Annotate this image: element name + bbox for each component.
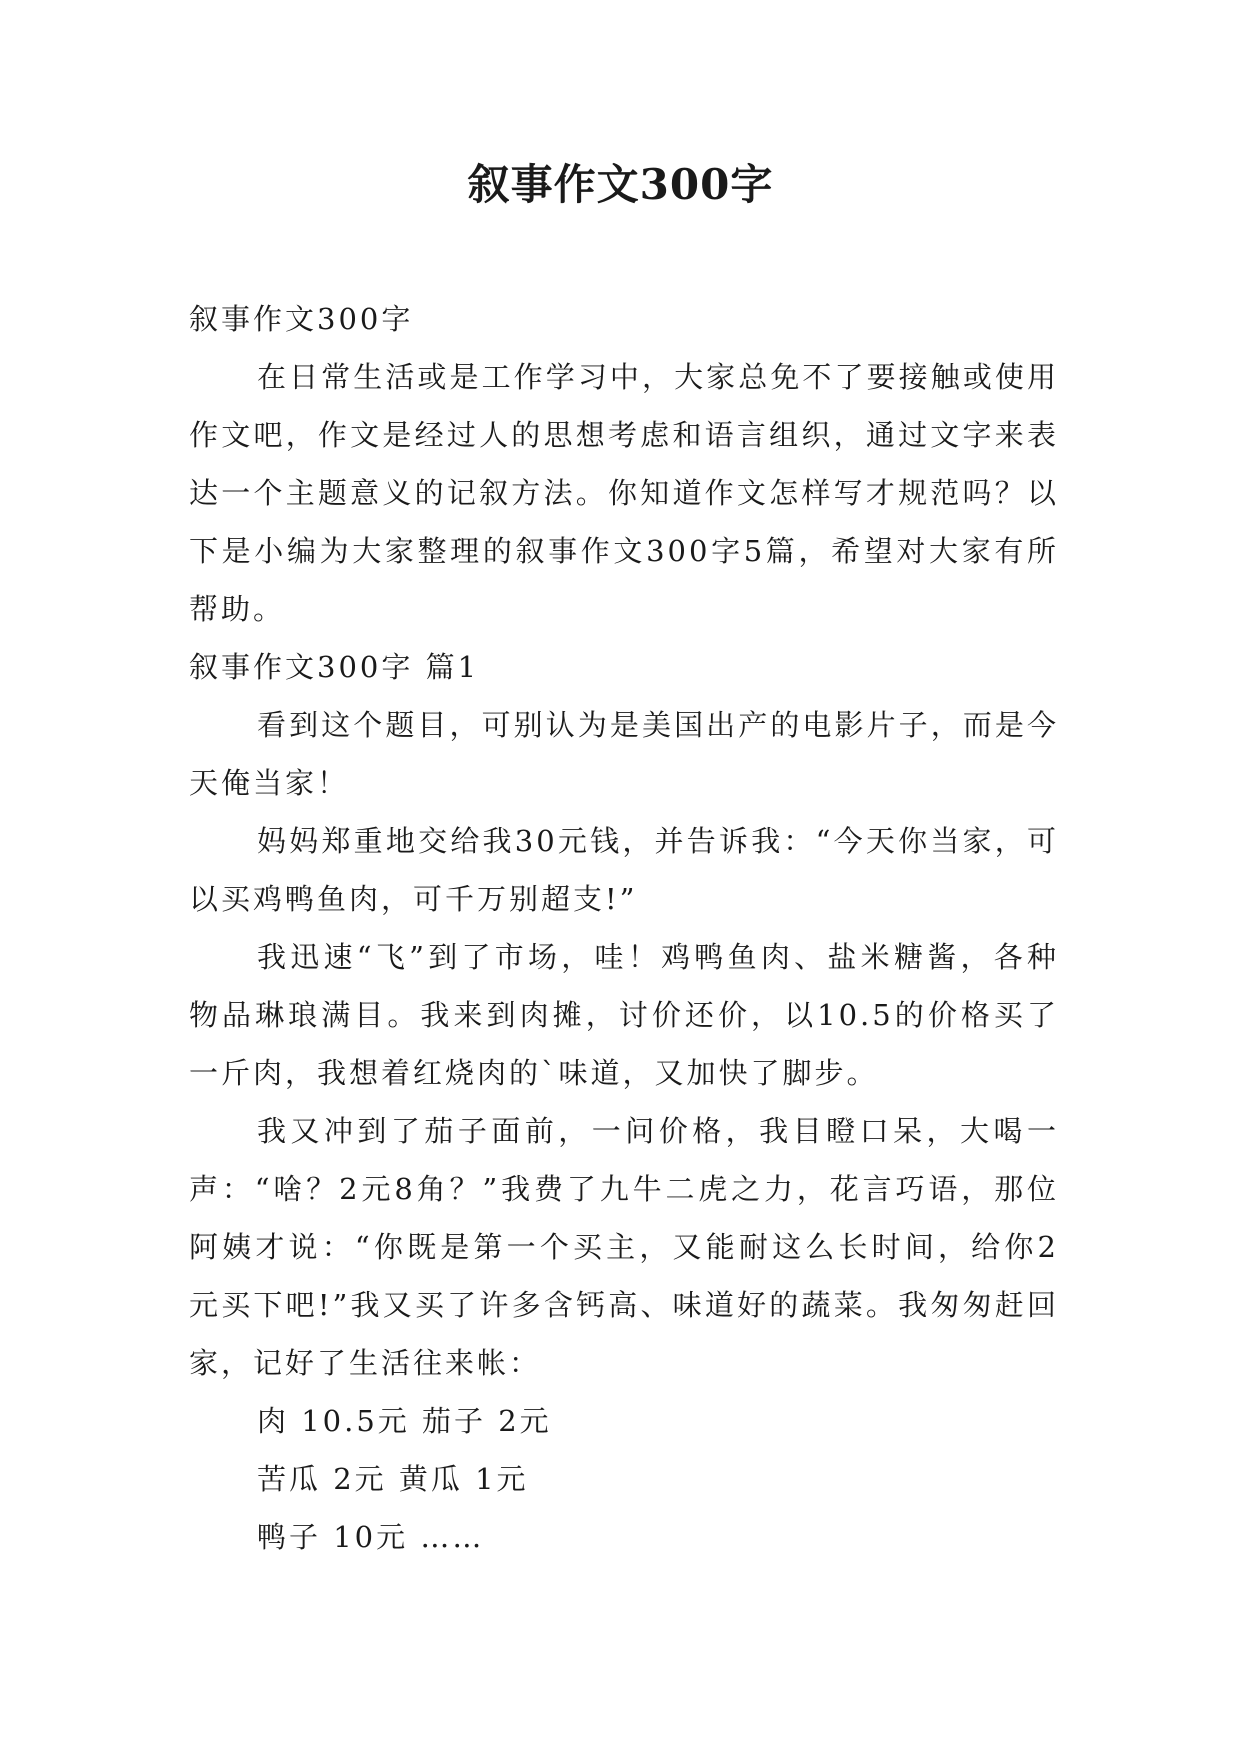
paragraph-2: 妈妈郑重地交给我30元钱，并告诉我：“今天你当家，可以买鸡鸭鱼肉，可千万别超支!” bbox=[189, 824, 1059, 916]
paragraph-3: 我迅速“飞”到了市场，哇！鸡鸭鱼肉、盐米糖酱，各种物品琳琅满目。我来到肉摊，讨价还价，以10.5的价格买了一斤肉，我想着红烧肉的`味道，又加快了脚步。 bbox=[189, 940, 1059, 1090]
paragraph-4: 我又冲到了茄子面前，一问价格，我目瞪口呆，大喝一声：“啥？2元8角？”我费了九牛二虎之力，花言巧语，那位阿姨才说：“你既是第一个买主，又能耐这么长时间，给你2元买下吧!”我又买了许多含钙高、味道好的蔬菜。我匆匆赶回家，记好了生活往来帐： bbox=[189, 1114, 1059, 1380]
expense-line-3: 鸭子 10元 …… bbox=[257, 1520, 485, 1554]
expense-line-1: 肉 10.5元 茄子 2元 bbox=[257, 1404, 552, 1438]
intro-heading: 叙事作文300字 bbox=[189, 302, 414, 336]
intro-paragraph: 在日常生活或是工作学习中，大家总免不了要接触或使用作文吧，作文是经过人的思想考虑和语言组织，通过文字来表达一个主题意义的记叙方法。你知道作文怎样写才规范吗？以下是小编为大家整理的叙事作文300字5篇，希望对大家有所帮助。 bbox=[189, 360, 1059, 626]
document-title: 叙事作文300字 bbox=[467, 160, 774, 209]
section-heading: 叙事作文300字 篇1 bbox=[189, 650, 480, 684]
paragraph-1: 看到这个题目，可别认为是美国出产的电影片子，而是今天俺当家！ bbox=[189, 708, 1059, 800]
expense-line-2: 苦瓜 2元 黄瓜 1元 bbox=[257, 1462, 529, 1496]
document-body bbox=[189, 290, 1059, 1566]
